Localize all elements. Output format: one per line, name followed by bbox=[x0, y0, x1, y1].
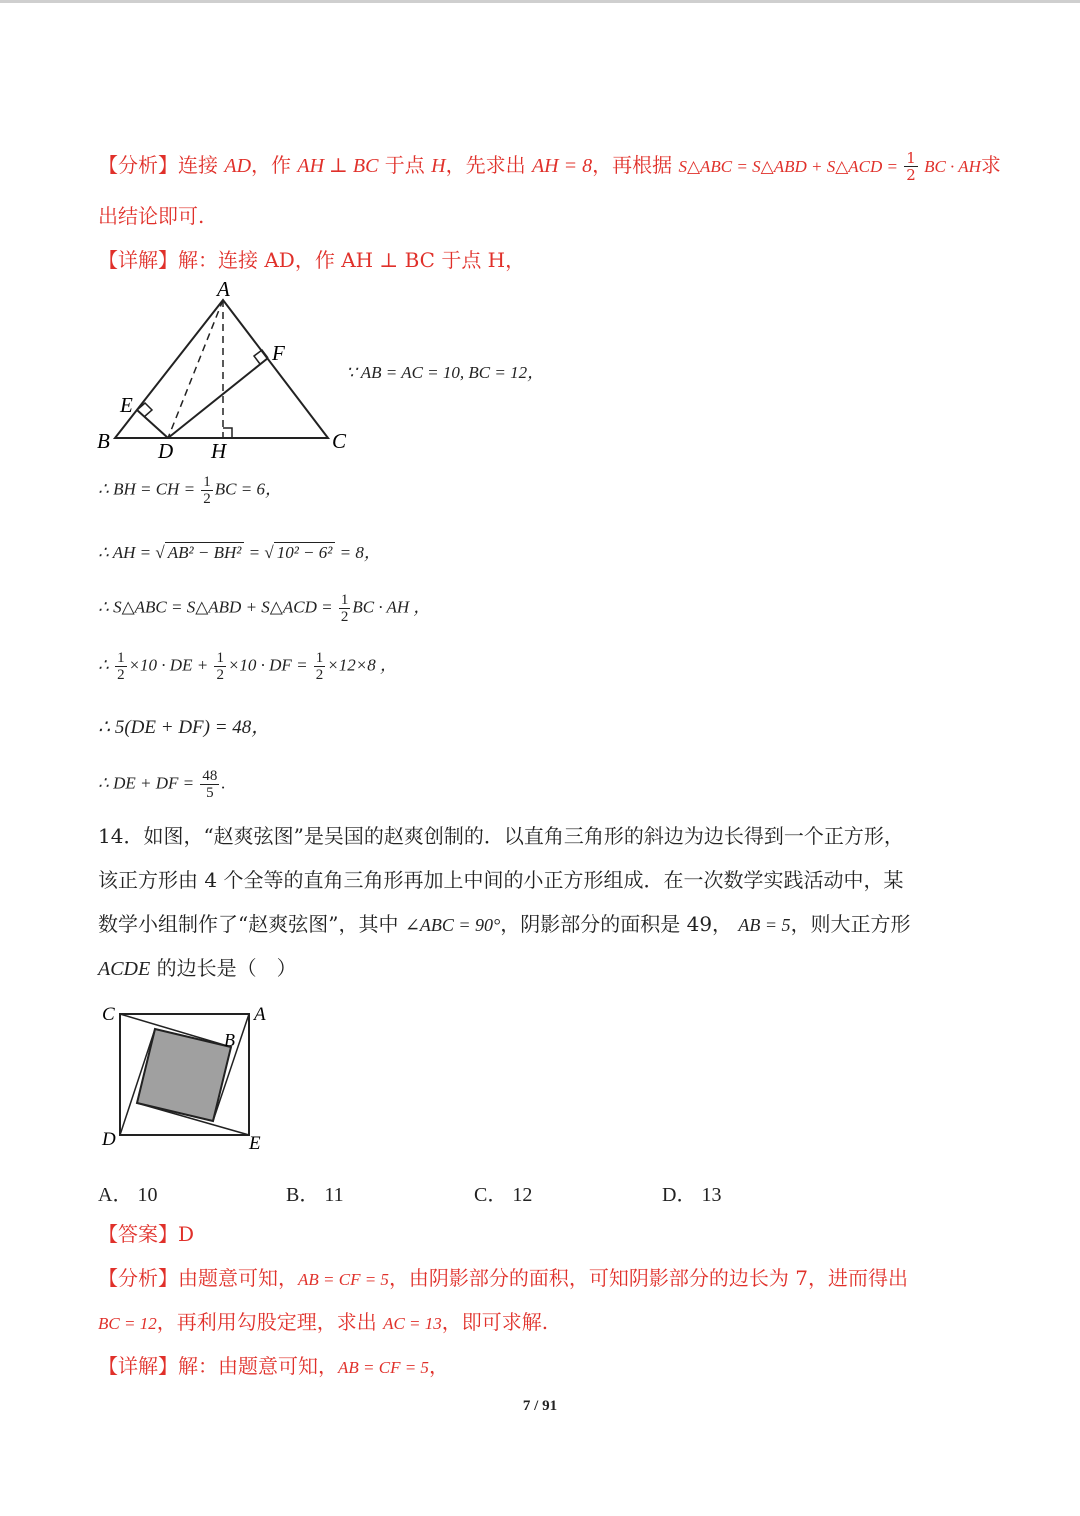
detail2-line: 【详解】解：由题意可知，AB = CF = 5， bbox=[98, 1354, 449, 1378]
segment-ad bbox=[168, 300, 223, 438]
given-statement: ∵ AB = AC = 10, BC = 12， bbox=[346, 363, 545, 382]
zhao-shuang-figure bbox=[96, 998, 276, 1158]
analysis-line-1: 【分析】连接 AD，作 AH ⊥ BC 于点 H，先求出 AH = 8，再根据 S△ABC = S△ABD + S△ACD = $\frac{1}{2}$ BC · AH求 bbox=[98, 149, 1001, 184]
question-14-line-3: 数学小组制作了“赵爽弦图”，其中 ∠ABC = 90°，阴影部分的面积是 49， AB = 5，则大正方形 bbox=[98, 912, 911, 936]
label-d: D bbox=[158, 439, 174, 463]
analysis-tag: 【分析】 bbox=[98, 153, 178, 177]
label-h: H bbox=[211, 439, 227, 463]
page-number: 7 / 91 bbox=[522, 1398, 558, 1414]
right-angle-e bbox=[137, 403, 152, 417]
detail-tag: 【详解】 bbox=[98, 248, 178, 272]
label-d2: D bbox=[102, 1129, 116, 1150]
question-14-line-4: ACDE 的边长是（ ） bbox=[98, 956, 297, 980]
answer-tag: 【答案】 bbox=[98, 1222, 178, 1246]
triangle-abc bbox=[115, 300, 328, 438]
label-a: A bbox=[217, 277, 230, 301]
analysis2-line-2: BC = 12，再利用勾股定理，求出 AC = 13，即可求解. bbox=[98, 1310, 549, 1334]
fraction-half: $\frac{1}{2}$ bbox=[906, 149, 916, 184]
top-border bbox=[0, 0, 1080, 3]
analysis-line-2: 出结论即可. bbox=[98, 204, 205, 228]
option-d: D． 13 bbox=[662, 1184, 722, 1206]
answer-value: D bbox=[178, 1222, 195, 1246]
label-b: B bbox=[97, 429, 110, 453]
step-area-equation: ∴ $\frac{1}{2}$ ×10 · DE + $\frac{1}{2}$ ×10 · DF = $\frac{1}{2}$ ×12×8 ， bbox=[98, 650, 397, 683]
step-result: ∴ DE + DF = $\frac{48}{5}$ . bbox=[98, 768, 226, 801]
step-ah: ∴ AH = √ AB² − BH² = √ 10² − 6² = 8， bbox=[98, 543, 381, 562]
question-14-line-1: 14．如图，“赵爽弦图”是吴国的赵爽创制的．以直角三角形的斜边为边长得到一个正方形， bbox=[98, 824, 904, 848]
triangle-figure bbox=[90, 276, 370, 466]
answer-line bbox=[98, 1220, 194, 1248]
step-bh-ch: ∴ BH = CH = $\frac{1}{2}$ BC = 6， bbox=[98, 474, 282, 507]
step-sum-48: ∴ 5(DE + DF) = 48， bbox=[98, 717, 271, 738]
question-14-line-2: 该正方形由 4 个全等的直角三角形再加上中间的小正方形组成．在一次数学实践活动中，某 bbox=[98, 868, 904, 892]
label-c2: C bbox=[102, 1004, 115, 1025]
label-e2: E bbox=[249, 1133, 261, 1154]
segment-de bbox=[137, 410, 168, 438]
label-b2: B bbox=[224, 1030, 235, 1050]
right-angle-h bbox=[223, 428, 232, 438]
segment-df bbox=[168, 358, 268, 438]
label-a2: A bbox=[254, 1004, 266, 1025]
option-a: A． 10 bbox=[98, 1184, 158, 1206]
label-e: E bbox=[120, 393, 133, 417]
step-area-sum: ∴ S△ABC = S△ABD + S△ACD = $\frac{1}{2}$ BC · AH ， bbox=[98, 592, 431, 625]
label-f: F bbox=[272, 341, 285, 365]
analysis2-line-1: 【分析】由题意可知，AB = CF = 5，由阴影部分的面积，可知阴影部分的边长为 7，进而得出 bbox=[98, 1266, 909, 1290]
detail-line: 【详解】解：连接 AD，作 AH ⊥ BC 于点 H， bbox=[98, 248, 526, 272]
option-c: C． 12 bbox=[474, 1184, 533, 1206]
label-c: C bbox=[332, 429, 347, 453]
option-b: B． 11 bbox=[286, 1184, 344, 1206]
